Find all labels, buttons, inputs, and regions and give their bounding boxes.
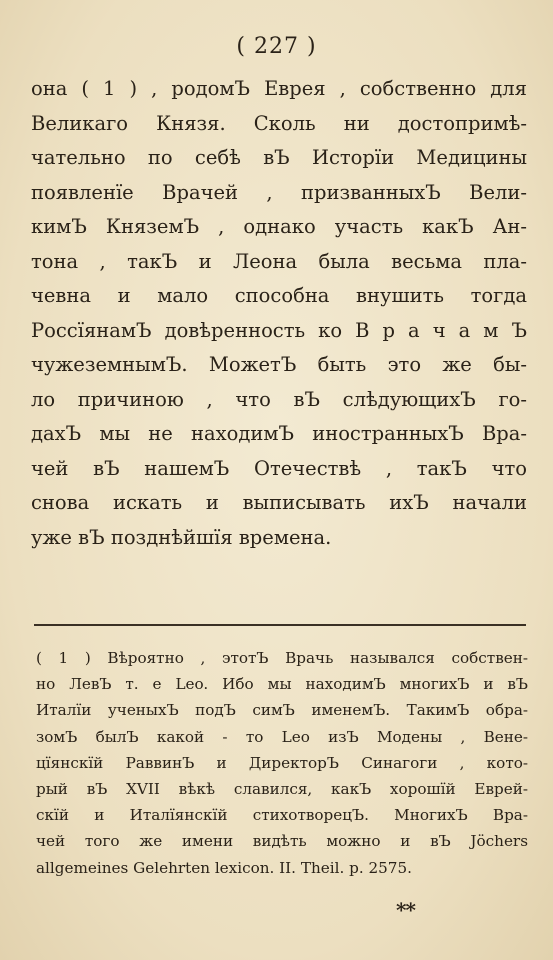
footnote-line: скїй и Италїянскїй стихотворецЪ. МногихЪ Вра- xyxy=(36,806,528,825)
footnote-line: рый вЪ XVII вѣкѣ славился, какЪ хорошїй Еврей- xyxy=(36,779,528,798)
main-text-line: тона , такЪ и Леона была весьма пла- xyxy=(31,249,527,273)
main-text-line: чей вЪ нашемЪ Отечествѣ , такЪ что xyxy=(31,456,527,480)
footnote xyxy=(36,645,528,881)
main-text-line: появленїе Врачей , призванныхЪ Вели- xyxy=(31,180,527,204)
main-text-line: снова искать и выписывать ихЪ начали xyxy=(31,491,527,514)
footnote-line: цїянскїй РаввинЪ и ДиректорЪ Синагоги , кото- xyxy=(36,753,528,772)
page-number: ( 227 ) xyxy=(236,34,317,59)
signature-mark: ** xyxy=(396,898,415,922)
footnote-line: ( 1 ) Вѣроятно , этотЪ Врачь назывался собствен- xyxy=(36,649,528,667)
footnote-line: чей того же имени видѣть можно и вЪ Jöchers xyxy=(36,832,528,851)
main-text-line: Великаго Князя. Сколь ни достопримѣ- xyxy=(31,111,527,135)
footnote-divider xyxy=(34,624,526,626)
main-text-line: кимЪ КняземЪ , однако участь какЪ Ан- xyxy=(31,215,527,238)
main-text-line: чужеземнымЪ. МожетЪ быть это же бы- xyxy=(31,353,527,376)
main-text xyxy=(31,72,527,555)
main-text-line: дахЪ мы не находимЪ иностранныхЪ Вра- xyxy=(31,422,527,445)
main-text-line: она ( 1 ) , родомЪ Еврея , собственно для xyxy=(31,77,527,100)
main-text-line: ло причиною , что вЪ слѣдующихЪ го- xyxy=(31,387,527,411)
main-text-line: уже вЪ позднѣйшїя времена. xyxy=(31,525,332,549)
main-text-line: РоссїянамЪ довѣренность ко В р а ч а м Ъ xyxy=(31,318,527,342)
footnote-line: allgemeines Gelehrten lexicon. II. Theil. p. 2575. xyxy=(36,858,412,877)
main-text-line: чательно по себѣ вЪ Исторїи Медицины xyxy=(31,146,527,169)
main-text-line: чевна и мало способна внушить тогда xyxy=(31,284,527,307)
footnote-line: но ЛевЪ т. е Leo. Ибо мы находимЪ многихЪ и вЪ xyxy=(36,675,528,694)
footnote-line: Италїи ученыхЪ подЪ симЪ именемЪ. ТакимЪ обра- xyxy=(36,701,528,720)
footnote-line: зомЪ былЪ какой - то Leo изЪ Модены , Вене- xyxy=(36,727,528,746)
